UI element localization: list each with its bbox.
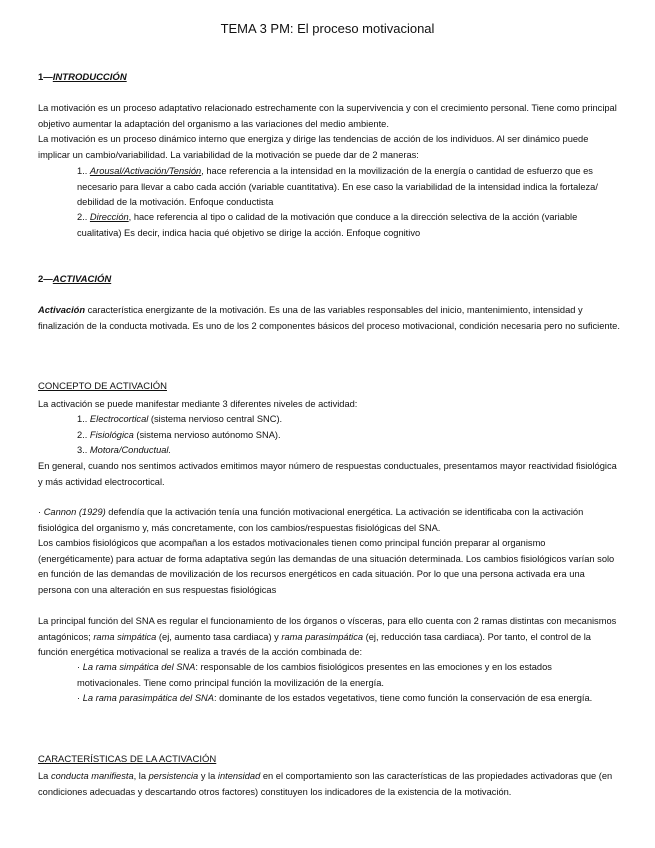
paragraph-caracteristicas <box>38 769 620 800</box>
term-rama-simpatica: rama simpática <box>93 631 157 642</box>
section-number: 2— <box>38 274 53 285</box>
list-item-motora <box>77 443 171 459</box>
term-rama-parasimpatica: rama parasimpática <box>281 631 364 642</box>
list-number: 1.. <box>77 414 90 424</box>
paragraph-text: en el comportamiento son las características de las propiedades activadoras que (en condiciones adecuadas y descartando otros factores) constituyen los indicadores de la existencia de la motivación. <box>38 771 613 797</box>
list-number: 3.. <box>77 445 90 455</box>
term-activacion: Activación <box>38 305 86 315</box>
list-item-fisiologica <box>77 428 281 444</box>
list-text: , hace referencia al tipo o calidad de la motivación que conduce a la dirección selectiva de la acción (variable cualitativa) Es decir, indica hacia qué objetivo se dirige la acción. Enfoque cognitivo <box>77 212 578 238</box>
term-persistencia: persistencia <box>148 771 199 781</box>
section-heading-activacion <box>38 274 111 285</box>
list-number: 2.. <box>77 430 90 440</box>
definition-paragraph <box>38 303 620 334</box>
list-number: 1.. <box>77 166 90 176</box>
paragraph-text: , la <box>133 771 149 781</box>
paragraph-text: (ej, reducción tasa cardiaca). Por tanto, el control de la función energética motivacional se realiza a través de la acción combinada de: <box>38 631 591 658</box>
paragraph-text: La principal función del SNA es regular el funcionamiento de los órganos o vísceras, para ello cuenta con 2 ramas distintas con mecanismos antagónicos; <box>38 616 617 642</box>
term: Electrocortical <box>89 414 149 424</box>
paragraph: La activación se puede manifestar mediante 3 diferentes niveles de actividad: <box>38 399 358 409</box>
list-item-electrocortical <box>77 412 282 428</box>
paragraph: Los cambios fisiológicos que acompañan a los estados motivacionales tienen como principal función preparar al organismo (energéticamente) para actuar de forma adaptativa según las demandas de una situación determinada. Los cambios fisiológicos varían solo en función de las demandas de movilización de los recursos energéticos en cada situación. Por lo que una persona activada era una persona con una alteración en sus respuestas fisiológicas <box>38 538 615 595</box>
bullet-item-simpatica <box>77 660 617 691</box>
term-conducta-manifiesta: conducta manifiesta <box>50 771 134 781</box>
bullet: · <box>77 693 83 703</box>
subheading-concepto: CONCEPTO DE ACTIVACIÓN <box>38 381 167 392</box>
list-text: , hace referencia a la intensidad en la movilización de la energía o cantidad de esfuerzo que es necesario para llevar a cabo cada acción (variable cuantitativa). En ese caso la variabilidad de la intensidad indica la fortaleza/ debilidad de la motivación. Enfoque conductista <box>77 166 598 208</box>
paragraph-text: y la <box>198 771 218 781</box>
bullet-item-parasimpatica <box>77 691 617 707</box>
section-number: 1— <box>38 72 53 83</box>
bullet-text: : dominante de los estados vegetativos, tiene como función la conservación de esa energía. <box>213 693 593 703</box>
list-text: (sistema nervioso central SNC). <box>148 414 283 424</box>
paragraph-text: (ej, aumento tasa cardiaca) y <box>156 631 282 642</box>
section-title: INTRODUCCIÓN <box>52 72 127 83</box>
term: La rama simpática del SNA <box>82 662 196 672</box>
term: Fisiológica <box>89 430 134 440</box>
definition-text: característica energizante de la motivación. Es una de las variables responsables del inicio, mantenimiento, intensidad y finalización de la conducta motivada. Es uno de los 2 componentes básicos del proceso motivacional, condición necesaria pero no suficiente. <box>38 305 620 331</box>
paragraph-sna <box>38 614 620 661</box>
term-direccion: Dirección <box>89 212 129 222</box>
bullet: · <box>38 507 44 517</box>
paragraph: La motivación es un proceso dinámico interno que energiza y dirige las tendencias de acción de los individuos. Al ser dinámico puede implicar un cambio/variabilidad. La variabilidad de la motivación se puede dar de 2 maneras: <box>38 134 589 160</box>
subheading-caracteristicas: CARACTERÍSTICAS DE LA ACTIVACIÓN <box>38 754 217 765</box>
paragraph: La motivación es un proceso adaptativo relacionado estrechamente con la supervivencia y con el crecimiento personal. Tiene como principal objetivo aumentar la adaptación del organismo a las variaciones del medio ambiente. <box>38 103 617 129</box>
section-heading-introduccion <box>38 72 127 83</box>
paragraph-cannon <box>38 505 620 536</box>
term: Motora/Conductual. <box>89 445 172 455</box>
page-title: TEMA 3 PM: El proceso motivacional <box>220 21 435 36</box>
term-arousal: Arousal/Activación/Tensión <box>89 166 202 176</box>
list-text: (sistema nervioso autónomo SNA). <box>133 430 281 440</box>
list-item-direccion <box>77 210 622 241</box>
list-item-arousal <box>77 164 622 211</box>
paragraph-text: La <box>38 771 51 781</box>
paragraph: En general, cuando nos sentimos activados emitimos mayor número de respuestas conductuales, presentamos mayor reactividad fisiológica y más actividad electrocortical. <box>38 461 617 487</box>
term-intensidad: intensidad <box>217 771 261 781</box>
term-cannon: Cannon (1929) <box>43 507 106 517</box>
term: La rama parasimpática del SNA <box>82 693 214 703</box>
list-number: 2.. <box>77 212 90 222</box>
section-title: ACTIVACIÓN <box>52 274 112 285</box>
bullet: · <box>77 662 83 672</box>
paragraph-text: defendía que la activación tenía una función motivacional energética. La activación se identificaba con la activación fisiológica del organismo y, más concretamente, con los cambios/respuestas fisiológicas del SNA. <box>38 507 584 533</box>
bullet-text: : responsable de los cambios fisiológicos presentes en las emociones y en los estados motivacionales. Tiene como principal función la movilización de la energía. <box>77 662 552 688</box>
